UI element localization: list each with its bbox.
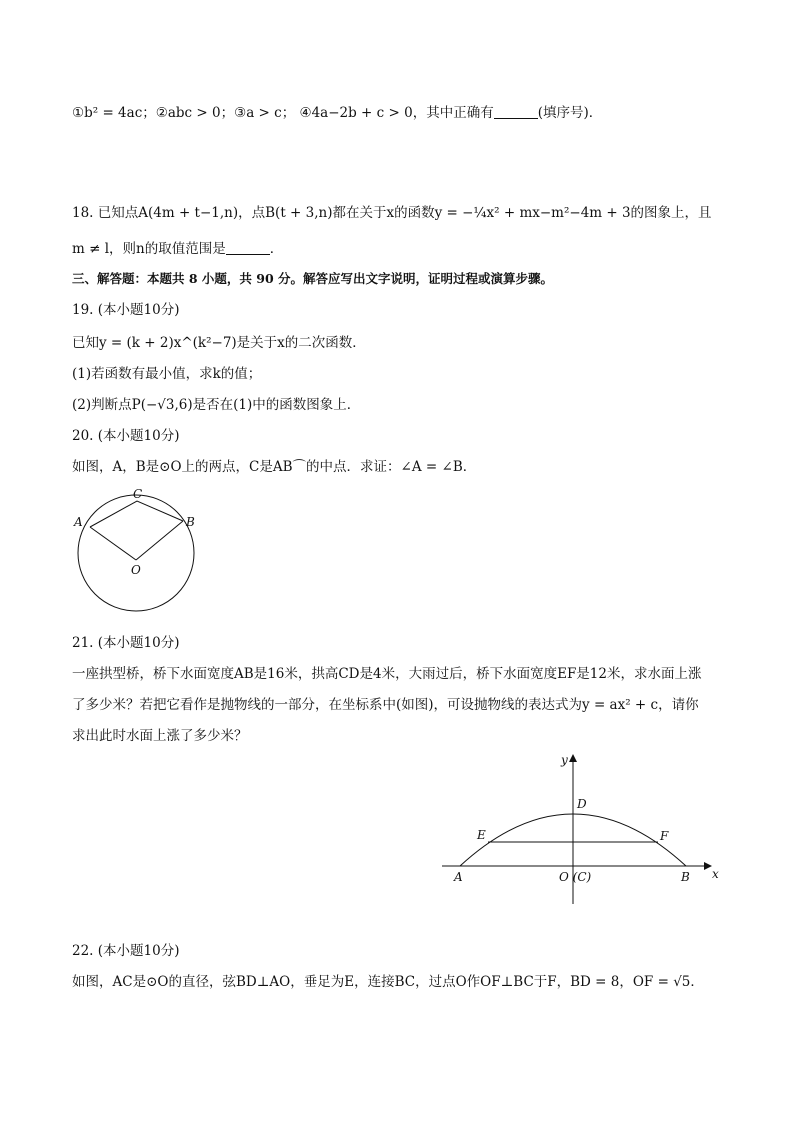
- q17-tail: (填序号)．: [537, 105, 603, 121]
- q17-answer-blank[interactable]: [494, 106, 538, 119]
- q21-title: 21. (本小题10分): [72, 635, 180, 651]
- q21-line1: 一座拱型桥，桥下水面宽度AB是16米，拱高CD是4米，大雨过后，桥下水面宽度EF是12米，求水面上涨: [72, 666, 702, 682]
- q20-circle-figure: [68, 484, 208, 624]
- segment-bo: [136, 521, 183, 560]
- q20-title: 20. (本小题10分): [72, 428, 180, 444]
- q21-line3: 求出此时水面上涨了多少米？: [72, 728, 248, 744]
- q19-stem: 已知y = (k + 2)x^(k²−7)是关于x的二次函数．: [72, 335, 366, 351]
- q18-answer-blank[interactable]: [226, 242, 270, 255]
- label-o-c: O (C): [559, 870, 592, 884]
- q18-text: m ≠ l，则n的取值范围是: [72, 241, 226, 257]
- label-a: A: [454, 870, 463, 884]
- segment-ao: [90, 527, 136, 560]
- label-f: F: [660, 829, 669, 843]
- q17-text: ①b² = 4ac；②abc > 0；③a > c； ④4a−2b + c > 0，其中正确有: [72, 105, 494, 121]
- label-b: B: [681, 870, 690, 884]
- q21-parabola-figure: [430, 748, 730, 908]
- label-a: A: [74, 515, 83, 529]
- y-axis-arrow: [569, 754, 577, 762]
- q17-conclusions: [72, 103, 602, 123]
- label-e: E: [477, 828, 486, 842]
- q21-line2: 了多少米？若把它看作是抛物线的一部分，在坐标系中(如图)，可设抛物线的表达式为y = ax² + c，请你: [72, 697, 699, 713]
- q22-title: 22. (本小题10分): [72, 943, 180, 959]
- x-axis-arrow: [704, 862, 712, 870]
- section-3-heading: 三、解答题：本题共 8 小题，共 90 分。解答应写出文字说明，证明过程或演算步骤。: [72, 271, 554, 286]
- q19-part2: (2)判断点P(−√3,6)是否在(1)中的函数图象上．: [72, 397, 361, 413]
- circle-o: [78, 495, 194, 611]
- q19-title: 19. (本小题10分): [72, 302, 180, 318]
- label-x: x: [712, 867, 719, 881]
- label-y: y: [561, 753, 568, 767]
- label-d: D: [577, 797, 587, 811]
- q18-line2: [72, 239, 283, 259]
- q18-tail: ．: [269, 241, 284, 257]
- q20-stem: 如图，A，B是⊙O上的两点，C是AB⌒的中点．求证：∠A = ∠B．: [72, 459, 477, 475]
- label-o: O: [131, 563, 141, 577]
- q22-stem: 如图，AC是⊙O的直径，弦BD⊥AO，垂足为E，连接BC，过点O作OF⊥BC于F，BD = 8，OF = √5．: [72, 974, 704, 990]
- label-c: C: [133, 487, 143, 501]
- label-b: B: [186, 515, 195, 529]
- q19-part1: (1)若函数有最小值，求k的值；: [72, 366, 262, 382]
- q18-line1: 18. 已知点A(4m + t−1,n)，点B(t + 3,n)都在关于x的函数y = −¼x² + mx−m²−4m + 3的图象上，且: [72, 205, 712, 221]
